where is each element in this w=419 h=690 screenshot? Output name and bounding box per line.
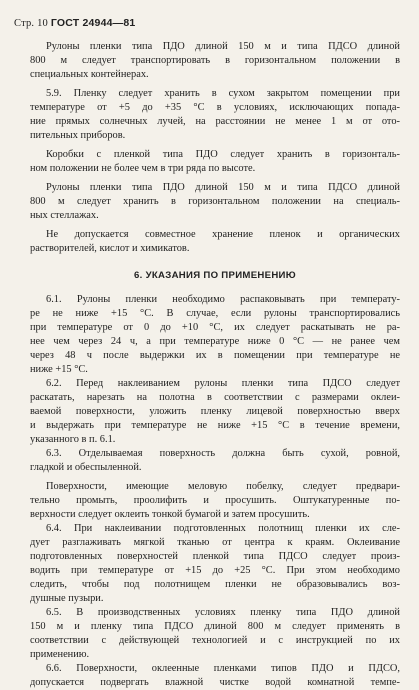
text-line: ных стеллажах. <box>30 210 99 221</box>
document-body <box>30 40 400 690</box>
text-line: 6.2. Перед наклеиванием рулоны пленки типа ПДСО следует <box>46 378 400 389</box>
storage-text <box>30 40 400 256</box>
text-line: ном положении не более чем в три ряда по высоте. <box>30 163 256 174</box>
page-header <box>14 17 135 29</box>
standard-number: ГОСТ 24944—81 <box>50 17 136 29</box>
text-line: следить, чтобы под полотнищем пленки не образовывались воз- <box>30 579 400 590</box>
text-line: раскатать, нарезать на полотна в соответствии с размерами оклеи- <box>30 392 400 403</box>
text-line: дует разглаживать мягкой тканью от центра к краям. Оклеивание <box>30 537 400 548</box>
text-line: растворителей, кислот и химикатов. <box>30 243 190 254</box>
text-line: 6.6. Поверхности, оклеенные пленками типов ПДО и ПДСО, <box>46 663 400 674</box>
text-line: Не допускается совместное хранение пленок и органических <box>46 229 400 240</box>
section-title: 6. УКАЗАНИЯ ПО ПРИМЕНЕНИЮ <box>134 270 296 281</box>
text-line: соответствии с действующей технологией и с инструкцией по их <box>30 635 400 646</box>
page-number: Стр. 10 <box>14 18 48 29</box>
text-line: пительных приборов. <box>30 130 126 141</box>
text-line: Рулоны пленки типа ПДО длиной 150 м и типа ПДСО длиной <box>46 41 400 52</box>
text-line: ваемой поверхности, уложить пленку лицевой поверхностью вверх <box>30 406 400 417</box>
text-line: 800 м следует хранить в горизонтальном положении на специаль- <box>30 196 400 207</box>
text-line: применению. <box>30 649 90 660</box>
text-line: и выдержать при температуре не ниже +15 °С в течение времени, <box>30 420 400 431</box>
text-line: нее чем через 24 ч, а при температуре ниже 0 °С — не ранее чем <box>30 336 400 347</box>
text-line: 6.4. При наклеивании подготовленных полотнищ пленки их сле- <box>46 523 400 534</box>
text-line: 6.3. Отделываемая поверхность должна быть сухой, ровной, <box>46 448 400 459</box>
text-line: душные пузыри. <box>30 593 104 604</box>
text-line: гладкой и обеспыленной. <box>30 462 142 473</box>
text-line: тельно промыть, проолифить и просушить. Оштукатуренные по- <box>30 495 400 506</box>
text-line: при температуре от 0 до +10 °С, их следует раскатывать не ра- <box>30 322 400 333</box>
text-line: Рулоны пленки типа ПДО длиной 150 м и типа ПДСО длиной <box>46 182 400 193</box>
usage-text <box>30 293 400 690</box>
text-line: ниже +15 °С. <box>30 364 88 375</box>
text-line: температуре от +5 до +35 °С в условиях, исключающих попада- <box>30 102 400 113</box>
text-line: Поверхности, имеющие меловую побелку, следует предвари- <box>46 481 400 492</box>
text-line: специальных контейнерах. <box>30 69 149 80</box>
text-line: через 48 ч после выдержки их в помещении при температуре не <box>30 350 400 361</box>
text-line: 6.5. В производственных условиях пленку типа ПДО длиной <box>46 607 400 618</box>
text-line: ние прямых солнечных лучей, на расстоянии не менее 1 м от ото- <box>30 116 400 127</box>
text-line: ре не ниже +15 °С. В случае, если рулоны транспортировались <box>30 308 400 319</box>
text-line: указанного в п. 6.1. <box>30 434 116 445</box>
text-line: подготовленных поверхностей пленкой типа ПДСО следует произ- <box>30 551 400 562</box>
text-line: водить при температуре от +15 до +25 °С. При этом необходимо <box>30 565 400 576</box>
text-line: 800 м следует транспортировать в горизонтальном положении в <box>30 55 400 66</box>
text-line: 6.1. Рулоны пленки необходимо распаковывать при температу- <box>46 294 400 305</box>
text-line: допускается подвергать влажной чистке водой комнатной темпе- <box>30 677 400 688</box>
text-line: Коробки с пленкой типа ПДО следует хранить в горизонталь- <box>46 149 400 160</box>
text-line: верхности следует оклеить тонкой бумагой и затем просушить. <box>30 509 310 520</box>
text-line: 5.9. Пленку следует хранить в сухом закрытом помещении при <box>46 88 400 99</box>
text-line: 150 м и пленку типа ПДСО длиной 800 м следует применять в <box>30 621 400 632</box>
